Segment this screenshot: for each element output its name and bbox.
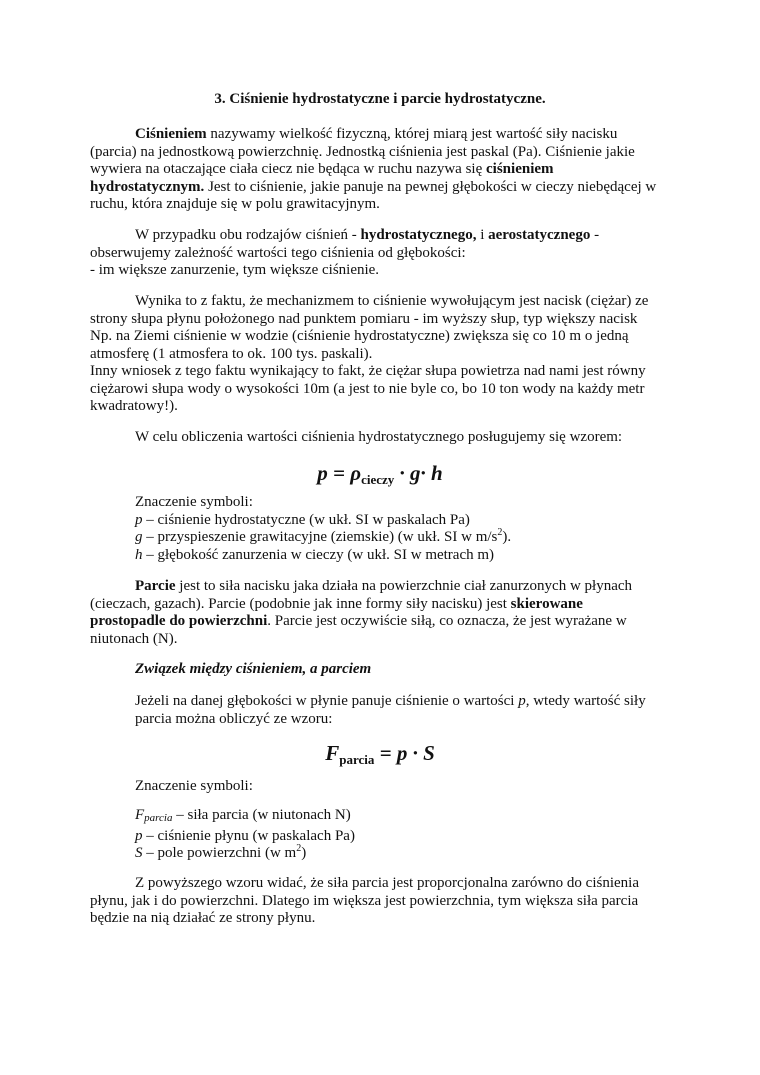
symbols-list-pressure bbox=[135, 494, 680, 564]
formula-lhs: p = ρ bbox=[317, 461, 362, 485]
symbol: F bbox=[135, 807, 145, 823]
text-span: - bbox=[590, 227, 600, 243]
text-line bbox=[90, 161, 680, 179]
text-line: atmosferę (1 atmosfera to ok. 100 tys. paskali). bbox=[90, 345, 373, 362]
formula-lhs: F bbox=[325, 741, 340, 765]
formula-parcie bbox=[0, 741, 760, 772]
paragraph-conclusion bbox=[90, 875, 680, 928]
symbols-heading-block bbox=[135, 778, 680, 796]
symbol-item bbox=[135, 529, 680, 547]
formula-subscript: parcia bbox=[339, 752, 375, 767]
text-line: - im większe zanurzenie, tym większe ciśnienie. bbox=[90, 262, 380, 278]
symbol-item bbox=[135, 807, 680, 828]
symbols-heading: Znaczenie symboli: bbox=[135, 778, 253, 794]
text-line: będzie na nią działać ze strony płynu. bbox=[90, 910, 316, 926]
text-span: W przypadku obu rodzajów ciśnień - bbox=[135, 227, 361, 243]
formula-rhs: = p · S bbox=[374, 741, 435, 765]
text-span: nazywamy wielkość fizyczną, której miarą jest wartość siły nacisku bbox=[206, 126, 618, 142]
symbol-item bbox=[135, 845, 680, 863]
term-bold: prostopadle do powierzchni bbox=[90, 613, 268, 629]
superscript: 2 bbox=[497, 527, 503, 538]
text-line: W celu obliczenia wartości ciśnienia hydrostatycznego posługujemy się wzorem: bbox=[135, 429, 623, 445]
symbols-heading: Znaczenie symboli: bbox=[135, 494, 253, 510]
symbol: p bbox=[135, 827, 143, 844]
text-span: . Parcie jest oczywiście siłą, co oznacza, że jest wyrażane w bbox=[267, 613, 627, 629]
section-subheading bbox=[90, 661, 680, 679]
text-line: Wynika to z faktu, że mechanizmem to ciśnienie wywołującym jest nacisk (ciężar) ze bbox=[135, 293, 649, 309]
term-bold: Ciśnieniem bbox=[135, 126, 207, 142]
text-line: ruchu, która znajduje się w polu grawitacyjnym. bbox=[90, 196, 380, 212]
text-line: kwadratowy!). bbox=[90, 398, 178, 414]
term-bold: ciśnieniem bbox=[486, 161, 554, 177]
paragraph-types bbox=[90, 227, 680, 280]
formula-rhs: · g· h bbox=[394, 461, 443, 485]
text-line: płynu, jak i do powierzchni. Dlatego im większa jest powierzchnia, tym większa siła parcia bbox=[90, 892, 639, 909]
symbol-desc: – głębokość zanurzenia w cieczy (w ukł. SI w metrach m) bbox=[142, 546, 495, 563]
term-bold: hydrostatycznym. bbox=[90, 178, 205, 195]
symbol-desc: – przyspieszenie grawitacyjne (ziemskie) (w ukł. SI w m/s bbox=[142, 529, 498, 545]
page-title: 3. Ciśnienie hydrostatyczne i parcie hydrostatyczne. bbox=[214, 91, 546, 107]
term-bold: skierowane bbox=[510, 595, 583, 612]
text-line: ciężarowi słupa wody o wysokości 10m (a jest to nie byle co, bo 10 ton wody na każdy metr bbox=[90, 380, 645, 397]
paragraph-formula-intro bbox=[90, 429, 680, 447]
text-line: Inny wniosek z tego faktu wynikający to fakt, że ciężar słupa powietrza nad nami jest równy bbox=[90, 363, 646, 379]
text-line: obserwujemy zależność wartości tego ciśnienia od głębokości: bbox=[90, 244, 466, 261]
paragraph-definition bbox=[90, 126, 680, 214]
subheading-text: Związek między ciśnieniem, a parciem bbox=[135, 661, 372, 677]
text-line: Np. na Ziemi ciśnienie w wodzie (ciśnienie hydrostatyczne) zwiększa się co 10 m o jedną bbox=[90, 328, 629, 344]
symbol: p bbox=[135, 511, 143, 528]
symbol-desc: – ciśnienie płynu (w paskalach Pa) bbox=[142, 827, 355, 844]
paragraph-relation bbox=[90, 693, 680, 728]
symbol-desc: – ciśnienie hydrostatyczne (w ukł. SI w paskalach Pa) bbox=[142, 511, 470, 528]
symbol-item bbox=[135, 828, 680, 846]
symbol-desc-end: ). bbox=[502, 529, 512, 545]
text-span: wywiera na otaczające ciała ciecz nie będąca w ruchu nazywa się bbox=[90, 161, 487, 177]
text-line: parcia można obliczyć ze wzoru: bbox=[135, 710, 333, 727]
term-bold: aerostatycznego bbox=[488, 227, 591, 243]
symbol-desc: – pole powierzchni (w m bbox=[142, 845, 297, 861]
symbol-item bbox=[135, 547, 680, 565]
text-span: Jeżeli na danej głębokości w płynie panuje ciśnienie o wartości bbox=[135, 693, 519, 709]
symbol: p bbox=[518, 693, 526, 709]
term-bold: hydrostatycznego, bbox=[360, 227, 477, 243]
symbol: S bbox=[135, 845, 143, 861]
symbol-item bbox=[135, 512, 680, 530]
superscript: 2 bbox=[296, 843, 302, 854]
symbols-list-parcie bbox=[135, 807, 680, 863]
formula-hydrostatic-pressure bbox=[0, 461, 760, 492]
text-span: (cieczach, gazach). Parcie (podobnie jak inne formy siły nacisku) jest bbox=[90, 595, 511, 612]
term-bold: Parcie bbox=[135, 578, 176, 594]
text-line: Z powyższego wzoru widać, że siła parcia jest proporcjonalna zarówno do ciśnienia bbox=[135, 875, 639, 891]
text-span: jest to siła nacisku jaka działa na powierzchnie ciał zanurzonych w płynach bbox=[175, 578, 633, 594]
symbol-subscript: parcia bbox=[144, 812, 173, 824]
text-span: , wtedy wartość siły bbox=[525, 693, 646, 709]
text-line bbox=[90, 179, 680, 197]
text-span: Jest to ciśnienie, jakie panuje na pewnej głębokości w cieczy niebędącej w bbox=[204, 178, 657, 195]
text-line: (parcia) na jednostkową powierzchnię. Jednostką ciśnienia jest paskal (Pa). Ciśnienie jakie bbox=[90, 143, 635, 160]
paragraph-mechanism bbox=[90, 293, 680, 416]
paragraph-parcie bbox=[90, 578, 680, 648]
symbol-desc: – siła parcia (w niutonach N) bbox=[172, 807, 351, 823]
symbol: g bbox=[135, 529, 143, 545]
text-line bbox=[90, 126, 680, 144]
text-span: i bbox=[476, 227, 489, 243]
text-line bbox=[90, 578, 680, 596]
formula-subscript: cieczy bbox=[361, 472, 395, 487]
text-line bbox=[90, 596, 680, 614]
text-line bbox=[90, 227, 680, 245]
text-line: strony słupa płynu położonego nad punktem pomiaru - im wyższy słup, typ większy nacisk bbox=[90, 310, 638, 327]
text-line: niutonach (N). bbox=[90, 630, 178, 647]
symbol: h bbox=[135, 546, 143, 563]
text-line bbox=[90, 693, 680, 711]
symbol-desc-end: ) bbox=[301, 845, 307, 861]
text-line bbox=[90, 613, 680, 631]
